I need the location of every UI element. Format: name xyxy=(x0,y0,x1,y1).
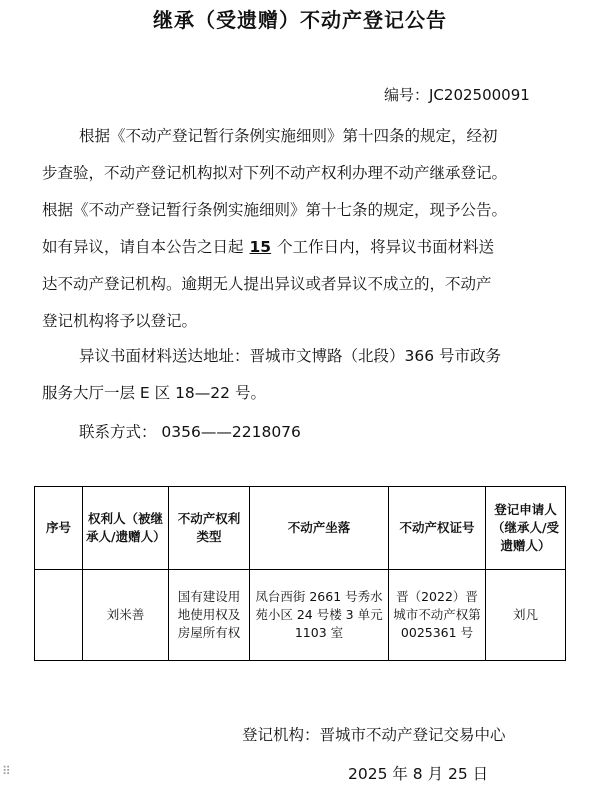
paragraph-line: 登记机构将予以登记。 xyxy=(42,312,198,330)
contact-line: 联系方式： 0356——2218076 xyxy=(79,423,301,441)
cell-right-type: 国有建设用地使用权及房屋所有权 xyxy=(169,570,250,661)
cell-right-holder: 刘米善 xyxy=(83,570,169,661)
paragraph-line: 根据《不动产登记暂行条例实施细则》第十四条的规定，经初 xyxy=(79,127,498,145)
paragraph-line xyxy=(42,229,578,266)
paragraph-line: 服务大厅一层 E 区 18—22 号。 xyxy=(42,384,266,402)
notice-title: 继承（受遗赠）不动产登记公告 xyxy=(153,8,447,32)
contact-info xyxy=(42,414,578,451)
cell-certificate-number: 晋（2022）晋城市不动产权第 0025361 号 xyxy=(389,570,486,661)
cell-serial xyxy=(35,570,83,661)
table-row xyxy=(35,570,566,661)
paragraph-line: 根据《不动产登记暂行条例实施细则》第十七条的规定，现予公告。 xyxy=(42,201,508,219)
header-right-type: 不动产权利类型 xyxy=(169,487,250,570)
cell-location: 凤台西街 2661 号秀水苑小区 24 号楼 3 单元 1103 室 xyxy=(250,570,389,661)
paragraph-line: 达不动产登记机构。逾期无人提出异议或者异议不成立的，不动产 xyxy=(42,275,492,293)
header-serial: 序号 xyxy=(35,487,83,570)
header-location: 不动产坐落 xyxy=(250,487,389,570)
paragraph-line: 步查验，不动产登记机构拟对下列不动产权利办理不动产继承登记。 xyxy=(42,164,508,182)
objection-text-suffix: 个工作日内，将异议书面材料送 xyxy=(277,238,495,256)
notice-paragraph-1 xyxy=(42,118,578,340)
objection-text-prefix: 如有异议，请自本公告之日起 xyxy=(42,238,244,256)
header-certificate-number: 不动产权证号 xyxy=(389,487,486,570)
objection-days-value: 15 xyxy=(249,238,272,256)
cell-applicant: 刘凡 xyxy=(486,570,566,661)
notice-date: 2025 年 8 月 25 日 xyxy=(348,765,489,783)
header-right-holder: 权利人（被继承人/遗赠人） xyxy=(83,487,169,570)
document-number: 编号：JC202500091 xyxy=(384,86,530,104)
registration-table xyxy=(34,486,566,661)
paragraph-line: 异议书面材料送达地址：晋城市文博路（北段）366 号市政务 xyxy=(79,347,502,365)
notice-paragraph-2 xyxy=(42,338,578,412)
drag-handle-icon[interactable]: ⠿ xyxy=(2,764,11,778)
registration-authority: 登记机构：晋城市不动产登记交易中心 xyxy=(242,726,506,744)
table-header-row xyxy=(35,487,566,570)
header-applicant: 登记申请人（继承人/受遗赠人） xyxy=(486,487,566,570)
